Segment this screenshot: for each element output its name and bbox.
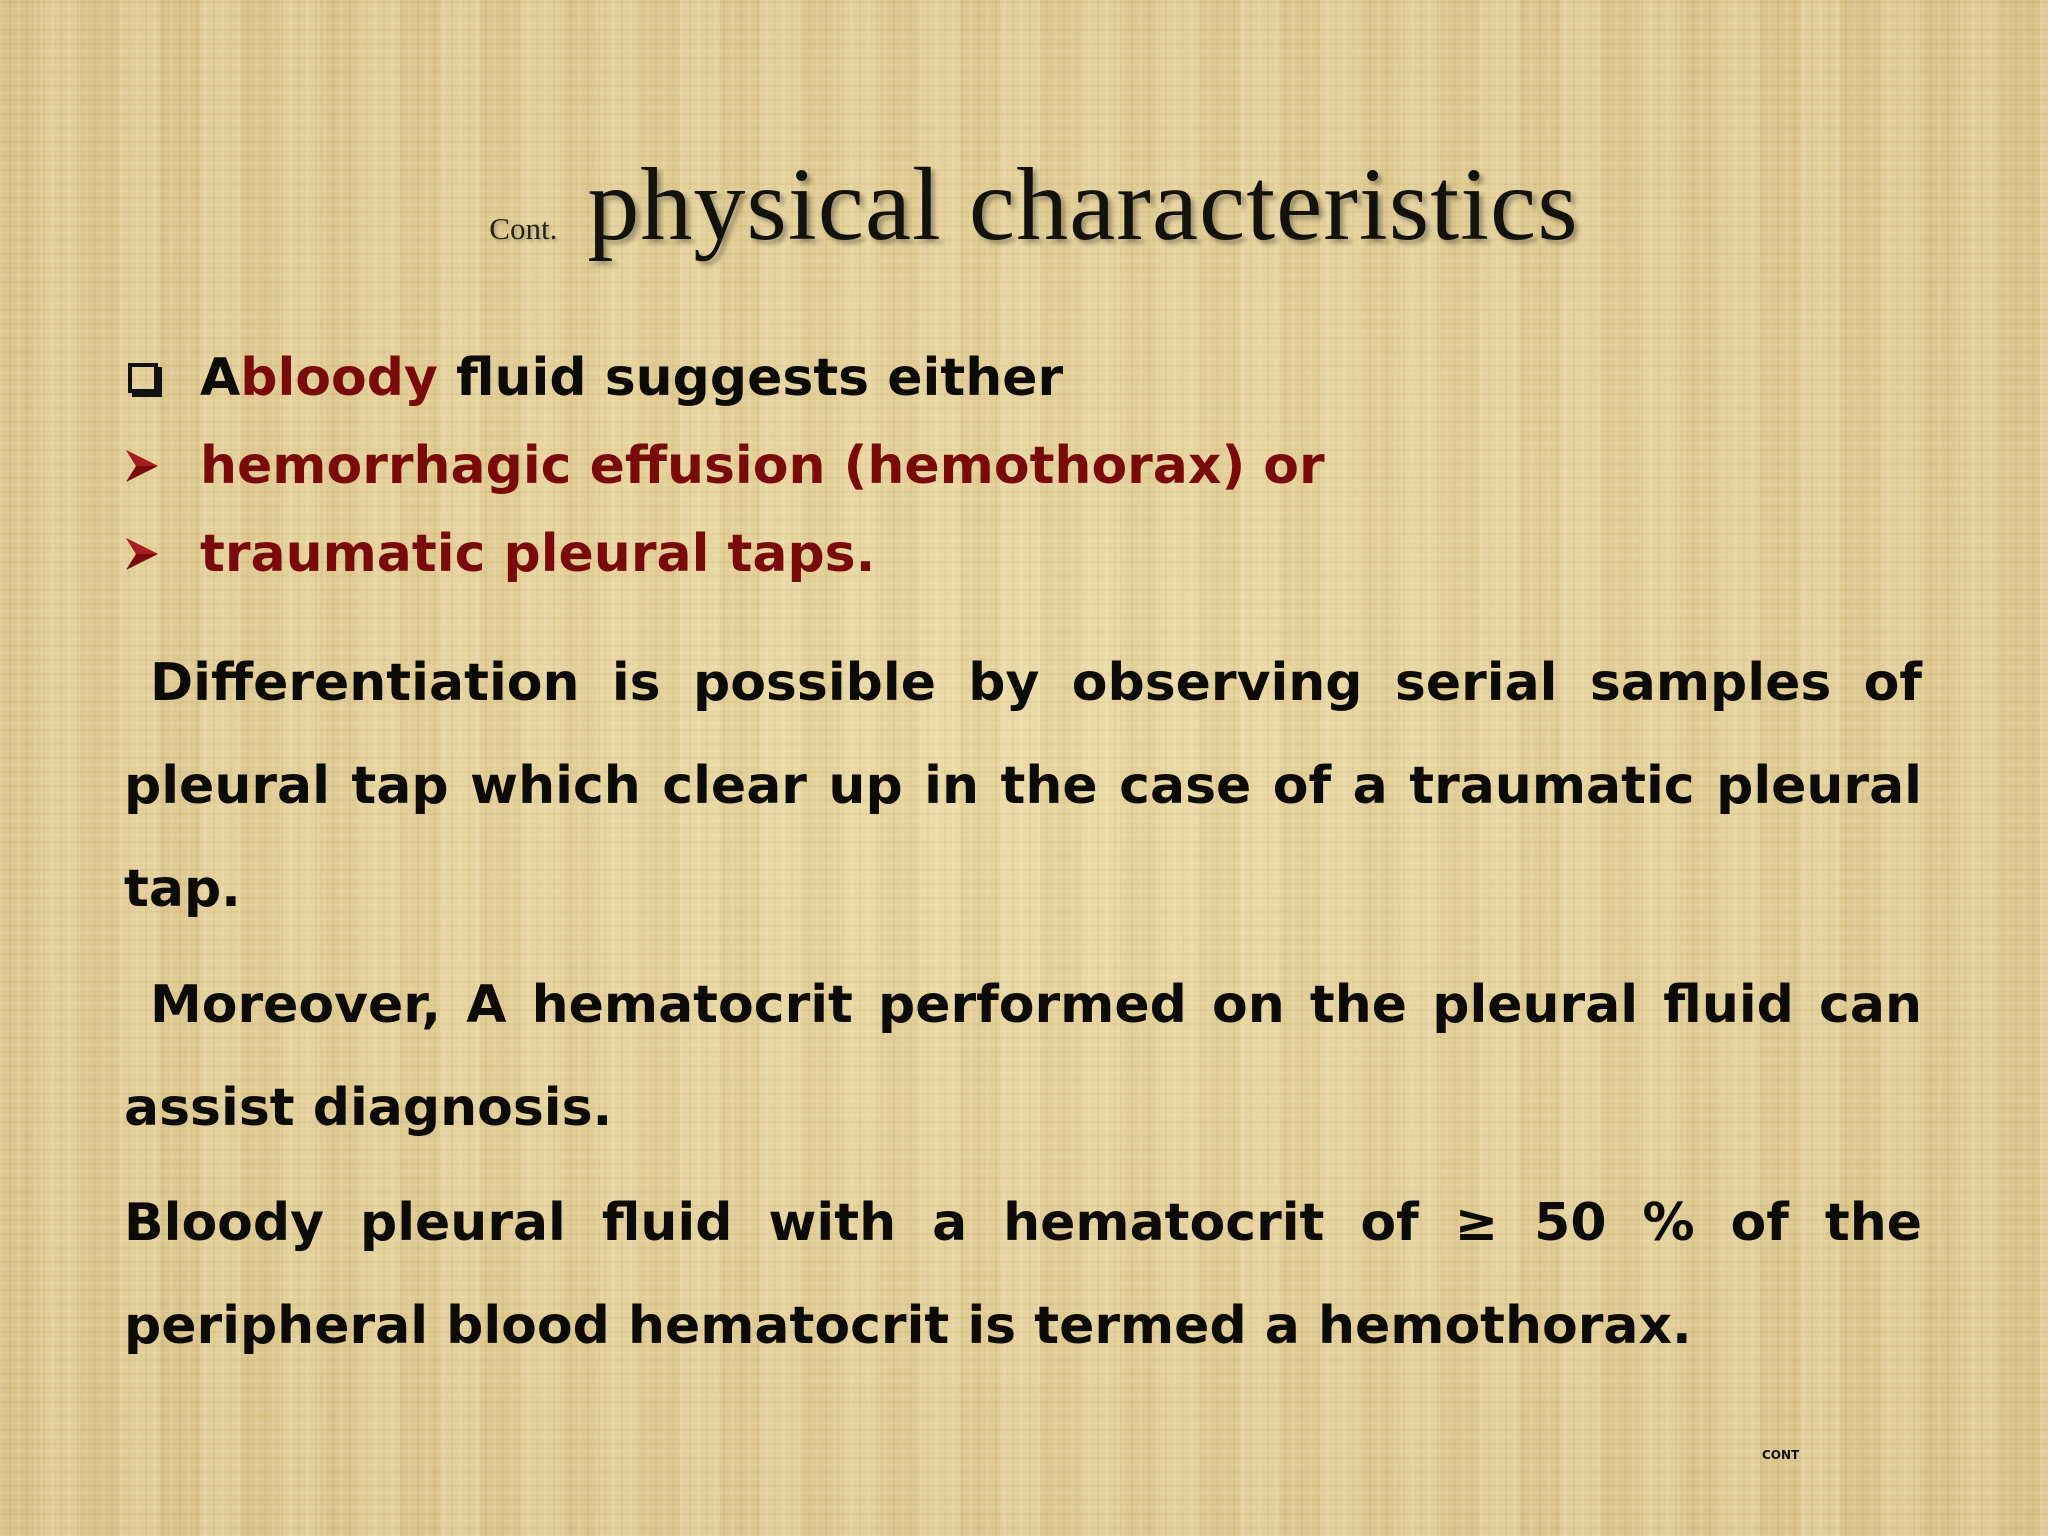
paragraph-differentiation	[124, 632, 1922, 941]
bullet-text-highlight: bloody	[240, 348, 438, 408]
paragraph-text: Moreover, A hematocrit performed on the pleural fluid can assist diagnosis.	[124, 975, 1922, 1138]
arrow-bullet-icon	[124, 448, 200, 484]
bullet-item-bloody-fluid	[124, 348, 1063, 408]
footer-cont-label: CONT	[1762, 1448, 1800, 1462]
paragraph-moreover	[124, 954, 1922, 1160]
square-checkbox-icon	[124, 363, 200, 393]
slide-title: physical characteristics	[587, 147, 1579, 262]
paragraph-hemothorax-definition	[124, 1172, 1922, 1378]
title-prefix: Cont.	[489, 211, 558, 246]
bullet-text-prefix: A	[200, 348, 241, 408]
bullet-text: traumatic pleural taps.	[200, 524, 876, 584]
arrow-bullet-icon	[124, 536, 200, 572]
paragraph-text: Bloody pleural fluid with a hematocrit of ≥ 50 % of the peripheral blood hematocrit is termed a hemothorax.	[124, 1193, 1922, 1356]
paragraph-text: Differentiation is possible by observing serial samples of pleural tap which clear up in the case of a traumatic pleural tap.	[124, 653, 1922, 919]
bullet-item-traumatic	[124, 524, 875, 584]
bullet-text: hemorrhagic effusion (hemothorax) or	[200, 436, 1325, 496]
title-row	[0, 145, 2048, 264]
bullet-text-suffix: fluid suggests either	[437, 348, 1064, 408]
bullet-item-hemorrhagic	[124, 436, 1325, 496]
